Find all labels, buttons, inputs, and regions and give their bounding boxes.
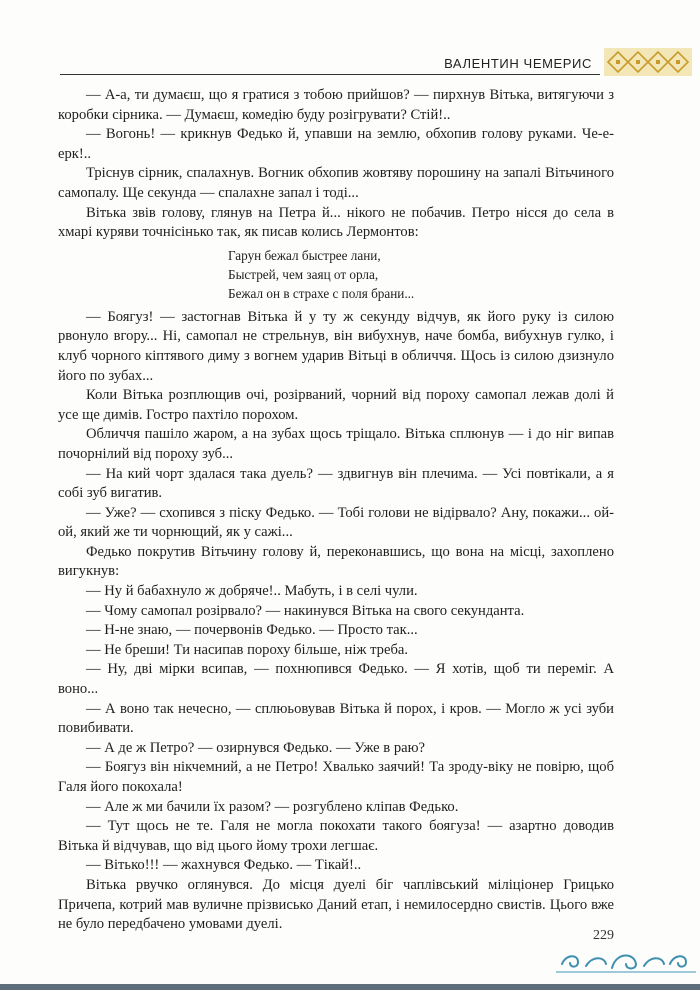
paragraph: — Уже? — схопився з піску Федько. — Тобі голови не відірвало? Ану, покажи... ой-ой, який же ти чорнющий, як у сажі...: [58, 504, 614, 541]
paragraph: — Боягуз він нікчемний, а не Петро! Хвалько заячий! Та зроду-віку не повірю, щоб Галя його покохала!: [58, 759, 614, 795]
embroidery-ornament-icon: [604, 48, 692, 76]
paragraph: — А-а, ти думаєш, що я гратися з тобою прийшов? — пирхнув Вітька, витягуючи з коробки сірника. — Думаєш, комедію буду розігрувати? Стій!..: [58, 87, 614, 123]
page-body: [58, 86, 614, 935]
paragraph: Вітька рвучко оглянувся. До місця дуелі біг чаплівський міліціонер Грицько Причепа, котрий мав вуличне прізвисько Даний етап, і немилосердно свистів. Цього вже не було передбачено умовами дуелі.: [58, 876, 614, 933]
paragraph: — Ну, дві мірки всипав, — похнюпився Федько. — Я хотів, щоб ти переміг. А воно...: [58, 661, 614, 698]
paragraph: — Тут щось не те. Галя не могла покохати такого боягуза! — азартно доводив Вітька й відчував, що від цього йому трохи легшає.: [58, 818, 614, 854]
paragraph: Коли Вітька розплющив очі, розірваний, чорний від пороху самопал лежав долі й усе ще димів. Гостро пахтіло порохом.: [58, 387, 614, 423]
page-header: [60, 48, 700, 74]
bottom-bar: [0, 984, 700, 990]
header-rule: [60, 74, 600, 75]
paragraph: — Вогонь! — крикнув Федько й, упавши на землю, обхопив голову руками. Че-е-ерк!..: [58, 126, 614, 162]
paragraph: — Але ж ми бачили їх разом? — розгублено кліпав Федько.: [86, 798, 459, 815]
paragraph: — Не бреши! Ти насипав пороху більше, ніж треба.: [86, 641, 409, 658]
paragraph: — Н-не знаю, — почервонів Федько. — Просто так...: [86, 622, 418, 639]
poem-line: Бежал он в страхе с поля брани...: [228, 285, 415, 301]
paragraph: — Вітько!!! — жахнувся Федько. — Тікай!..: [86, 857, 362, 874]
paragraph: — Боягуз! — застогнав Вітька й у ту ж секунду відчув, як його руку із силою рвонуло вгору... Ні, самопал не стрельнув, він вибухнув, наче бомба, вибухнув гулко, і клуб чорного кіптявого диму з вогнем ударив Вітьці в обличчя. Щось із силою дзизнуло його по зубах...: [58, 308, 614, 384]
page-number: 229: [593, 928, 614, 943]
wave-ornament-icon: [556, 946, 696, 976]
paragraph: — Ну й бабахнуло ж добряче!.. Мабуть, і в селі чули.: [86, 583, 418, 600]
paragraph: — На кий чорт здалася така дуель? — здвигнув він плечима. — Усі повтікали, а я собі зуб вигатив.: [58, 465, 614, 502]
paragraph: Тріснув сірник, спалахнув. Вогник обхопив жовтяву порошину на запалі Вітьчиного самопалу. Ще секунда — спалахне запал і тоді...: [58, 165, 614, 201]
page-footer: [0, 920, 700, 990]
running-head-author: ВАЛЕНТИН ЧЕМЕРИС: [444, 56, 592, 71]
paragraph: Федько покрутив Вітьчину голову й, переконавшись, що вона на місці, захоплено вигукнув:: [58, 543, 614, 580]
paragraph: — А де ж Петро? — озирнувся Федько. — Уже в раю?: [86, 739, 426, 756]
poem-line: Быстрей, чем заяц от орла,: [228, 266, 379, 282]
paragraph: — А воно так нечесно, — сплюьовував Вітька й порох, і кров. — Могло ж усі зуби повибивати.: [58, 700, 614, 737]
paragraph: Обличчя пашіло жаром, а на зубах щось тріщало. Вітька сплюнув — і до ніг випав почорнілий від пороху зуб...: [58, 426, 614, 462]
poem-line: Гарун бежал быстрее лани,: [228, 247, 381, 263]
paragraph: — Чому самопал розірвало? — накинувся Вітька на свого секунданта.: [86, 602, 525, 619]
poem-quote: [228, 246, 614, 303]
paragraph: Вітька звів голову, глянув на Петра й... нікого не побачив. Петро нісся до села в хмарі куряви точнісінько так, як писав колись Лермонтов:: [58, 204, 614, 241]
